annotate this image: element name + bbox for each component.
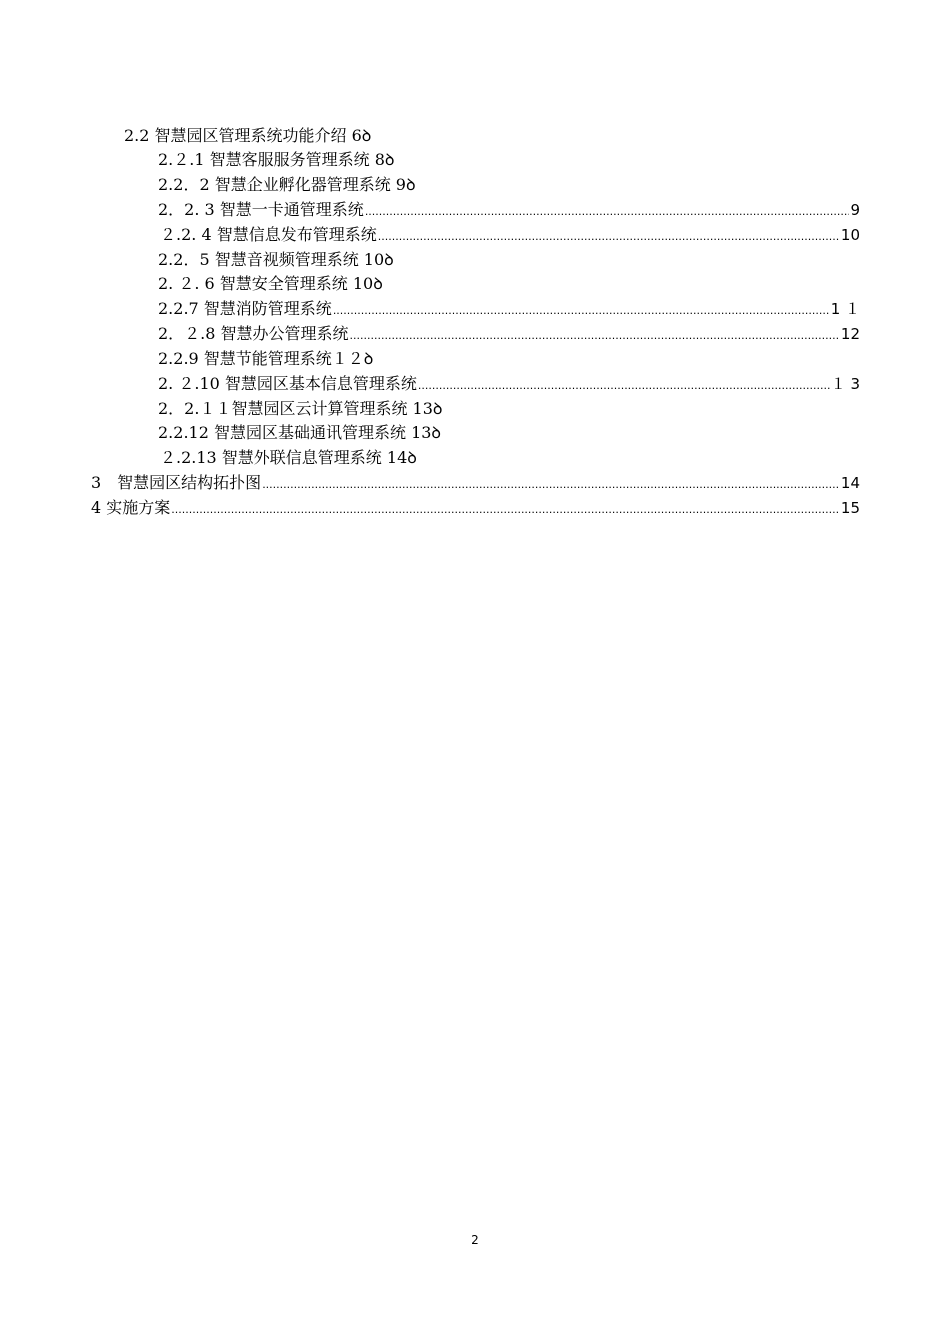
- toc-leader-dots: [350, 324, 840, 348]
- toc-entry-page: 15: [840, 499, 860, 517]
- toc-entry[interactable]: [158, 248, 394, 272]
- toc-entry-title: 4 实施方案: [91, 498, 171, 517]
- toc-entry[interactable]: [158, 297, 860, 321]
- toc-entry[interactable]: [158, 198, 860, 222]
- toc-entry[interactable]: [91, 496, 860, 520]
- toc-entry[interactable]: [158, 148, 394, 172]
- toc-entry[interactable]: [158, 272, 383, 296]
- toc-entry-title: 2. ２.10 智慧园区基本信息管理系统: [158, 374, 417, 393]
- toc-entry-page: 9: [850, 201, 860, 219]
- toc-entry[interactable]: [158, 372, 860, 396]
- toc-entry-title: 2. ２. 6 智慧安全管理系统 10ꝺ: [158, 274, 383, 293]
- toc-entry-title: 2．２.8 智慧办公管理系统: [158, 324, 349, 343]
- toc-entry[interactable]: [158, 421, 441, 445]
- toc-entry-title: 2.2 智慧园区管理系统功能介绍 6ꝺ: [124, 126, 372, 145]
- toc-leader-dots: [378, 225, 840, 249]
- toc-entry-page: 14: [840, 474, 860, 492]
- toc-entry-page: 10: [840, 226, 860, 244]
- toc-leader-dots: [262, 473, 840, 497]
- toc-entry-title: 2．2. 3 智慧一卡通管理系统: [158, 200, 364, 219]
- toc-entry-title: ２.2. 4 智慧信息发布管理系统: [160, 225, 377, 244]
- toc-leader-dots: [333, 299, 830, 323]
- toc-entry[interactable]: [160, 223, 860, 247]
- toc-entry-page: １ 3: [830, 375, 860, 393]
- toc-entry-title: 2.2．5 智慧音视频管理系统 10ꝺ: [158, 250, 394, 269]
- toc-entry-title: 2.2.12 智慧园区基础通讯管理系统 13ꝺ: [158, 423, 442, 442]
- toc-entry[interactable]: [158, 173, 416, 197]
- toc-entry[interactable]: [158, 347, 373, 371]
- toc-entry[interactable]: [158, 397, 442, 421]
- toc-entry-title: 2.2.9 智慧节能管理系统１２ꝺ: [158, 349, 374, 368]
- toc-entry-title: 2.2．2 智慧企业孵化器管理系统 9ꝺ: [158, 175, 416, 194]
- toc-leader-dots: [365, 200, 850, 224]
- toc-entry[interactable]: [91, 471, 860, 495]
- toc-entry-page: 1 １: [830, 300, 860, 318]
- toc-entry[interactable]: [160, 446, 417, 470]
- toc-entry-page: 12: [840, 325, 860, 343]
- toc-entry-title: ２.2.13 智慧外联信息管理系统 14ꝺ: [160, 448, 417, 467]
- toc-entry-title: 2．2.１１智慧园区云计算管理系统 13ꝺ: [158, 399, 443, 418]
- toc-leader-dots: [418, 374, 830, 398]
- toc-leader-dots: [171, 498, 840, 522]
- toc-entry-title: 3 智慧园区结构拓扑图: [91, 473, 262, 492]
- toc-entry[interactable]: [158, 322, 860, 346]
- toc-entry-title: 2.2.7 智慧消防管理系统: [158, 299, 332, 318]
- page-number: 2: [471, 1233, 479, 1247]
- toc-entry-title: 2.２.1 智慧客服服务管理系统 8ꝺ: [158, 150, 395, 169]
- toc-entry[interactable]: [124, 124, 371, 148]
